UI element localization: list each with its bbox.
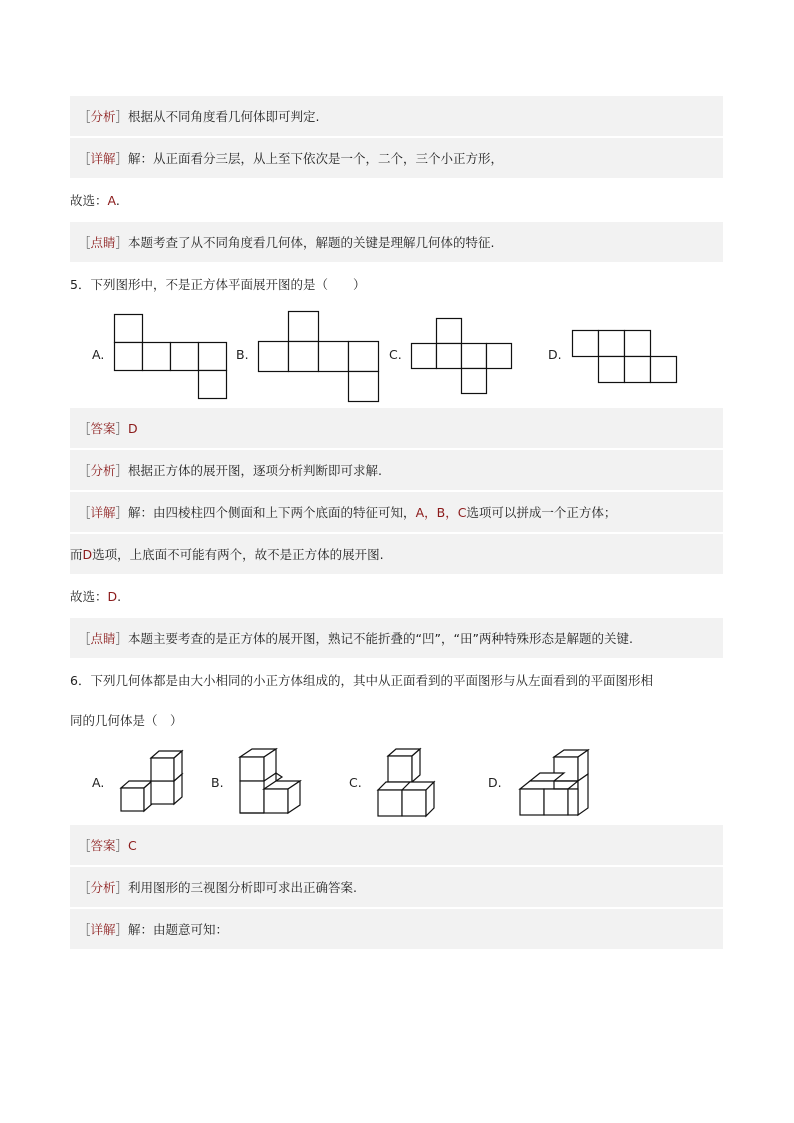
q5-answer: ［答案］D (78, 421, 138, 436)
q5-analysis: ［分析］根据正方体的展开图，逐项分析判断即可求解. (78, 463, 383, 478)
q6-answer: ［答案］C (78, 838, 137, 853)
q5-net-d (572, 330, 687, 390)
q4-choice: 故选：A. (70, 193, 120, 208)
q6-question-line1: 6．下列几何体都是由大小相同的小正方体组成的，其中从正面看到的平面图形与从左面看到的平面图形相 (70, 673, 653, 688)
q5-detail: ［详解］解：由四棱柱四个侧面和上下两个底面的特征可知，A，B，C选项可以拼成一个正方体； (78, 505, 617, 520)
q6-solid-b (238, 747, 313, 827)
q5-option-a-label: A. (92, 347, 105, 362)
q5-choice: 故选：D. (70, 589, 122, 604)
q6-option-c-label: C. (349, 775, 362, 790)
q5-question: 5．下列图形中，不是正方体平面展开图的是（ ） (70, 277, 366, 292)
q5-net-c (411, 318, 521, 398)
q5-detail2: 而D选项，上底面不可能有两个，故不是正方体的展开图. (70, 547, 384, 562)
q5-net-b (258, 311, 388, 406)
q4-detail: ［详解］解：从正面看分三层，从上至下依次是一个，二个，三个小正方形， (78, 151, 504, 166)
q6-option-b-label: B. (211, 775, 224, 790)
q5-comment: ［点睛］本题主要考查的是正方体的展开图，熟记不能折叠的“凹”，“田”两种特殊形态是解题的关键. (78, 631, 633, 646)
q5-option-b-label: B. (236, 347, 249, 362)
q5-option-d-label: D. (548, 347, 562, 362)
q6-detail: ［详解］解：由题意可知： (78, 922, 229, 937)
q5-option-c-label: C. (389, 347, 402, 362)
q5-net-a (114, 314, 234, 404)
q6-analysis: ［分析］利用图形的三视图分析即可求出正确答案. (78, 880, 358, 895)
q4-comment: ［点睛］本题考查了从不同角度看几何体，解题的关键是理解几何体的特征. (78, 235, 495, 250)
q6-solid-d (518, 747, 598, 827)
q6-question-line2: 同的几何体是（ ） (70, 713, 183, 728)
q6-option-d-label: D. (488, 775, 502, 790)
q4-analysis: ［分析］根据从不同角度看几何体即可判定. (78, 109, 320, 124)
q6-solid-c (376, 746, 451, 826)
q6-option-a-label: A. (92, 775, 105, 790)
q6-solid-a (118, 748, 198, 818)
